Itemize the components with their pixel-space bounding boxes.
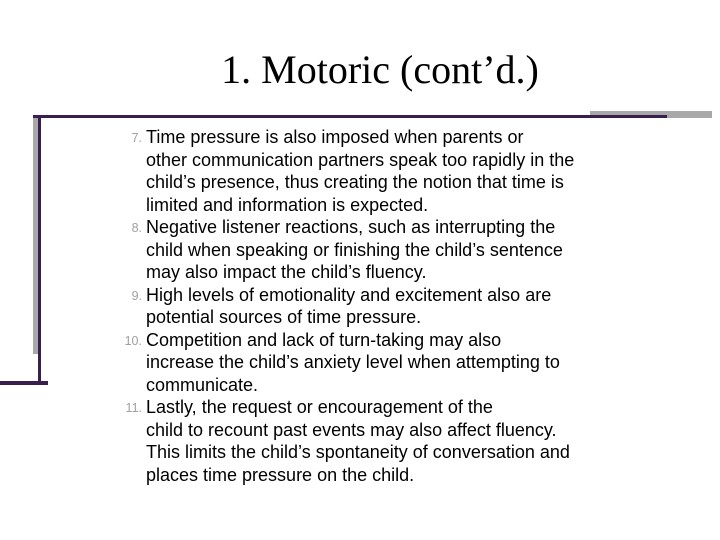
list-item-number: 10. bbox=[124, 333, 142, 348]
slide-title: 1. Motoric (cont’d.) bbox=[221, 47, 539, 92]
list-item-line: Negative listener reactions, such as interrupting the bbox=[146, 217, 556, 237]
list-item-line: potential sources of time pressure. bbox=[146, 307, 422, 327]
list-item bbox=[104, 126, 704, 216]
list-item-line: This limits the child’s spontaneity of conversation and bbox=[146, 442, 570, 462]
list-item-line: Competition and lack of turn-taking may also bbox=[146, 329, 502, 350]
list-item-line: child’s presence, thus creating the notion that time is bbox=[146, 172, 564, 192]
list-item bbox=[104, 396, 704, 486]
list-item bbox=[104, 284, 704, 329]
list-item-line: places time pressure on the child. bbox=[146, 464, 415, 485]
decorative-bar-dark-bottom bbox=[0, 381, 48, 385]
list-item-line: child when speaking or finishing the child’s sentence bbox=[146, 239, 563, 260]
list-item-line: Time pressure is also imposed when parents or bbox=[146, 127, 524, 147]
list-item-line: High levels of emotionality and excitement also are bbox=[146, 284, 552, 305]
list-item-number: 7. bbox=[131, 131, 142, 145]
list-item-line: increase the child’s anxiety level when attempting to bbox=[146, 352, 560, 372]
list-item-line: may also impact the child’s fluency. bbox=[146, 262, 427, 282]
list-item bbox=[104, 216, 704, 284]
list-item-line: communicate. bbox=[146, 374, 259, 395]
list-item-line: Lastly, the request or encouragement of the bbox=[146, 397, 493, 417]
list-item bbox=[104, 329, 704, 397]
numbered-list bbox=[104, 126, 704, 486]
list-item-number: 11. bbox=[125, 401, 142, 415]
list-item-number: 9. bbox=[131, 288, 142, 303]
list-item-line: other communication partners speak too rapidly in the bbox=[146, 149, 575, 170]
list-item-line: child to recount past events may also affect fluency. bbox=[146, 419, 557, 440]
list-item-line: limited and information is expected. bbox=[146, 194, 429, 215]
decorative-bar-dark-horizontal bbox=[33, 115, 667, 118]
decorative-bar-dark-vertical bbox=[38, 118, 41, 381]
list-item-number: 8. bbox=[131, 221, 142, 235]
